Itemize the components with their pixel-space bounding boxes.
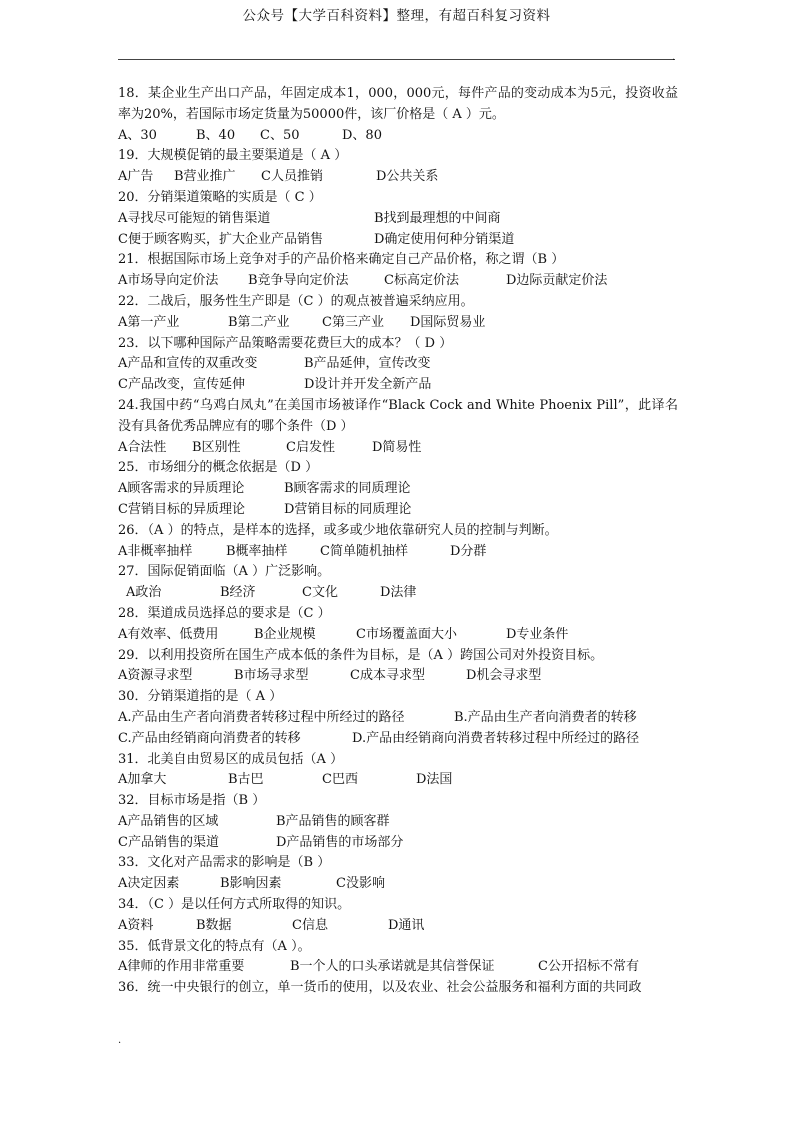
answer-option: C产品销售的渠道 [118, 834, 219, 850]
answer-options [118, 833, 678, 854]
answer-option: D公共关系 [376, 169, 439, 185]
answer-option: C产品改变，宣传延伸 [118, 377, 245, 393]
answer-option: D国际贸易业 [410, 314, 486, 330]
question-text: 21．根据国际市场上竞争对手的产品价格来确定自己产品价格，称之谓（B ） [118, 252, 565, 268]
answer-option: B经济 [220, 585, 256, 601]
answer-option: D分群 [450, 543, 487, 559]
question-text: 28．渠道成员选择总的要求是（C ） [118, 605, 331, 621]
answer-option: C文化 [302, 585, 338, 601]
answer-options [118, 167, 678, 188]
answer-option: B市场寻求型 [234, 668, 309, 684]
answer-option: D边际贡献定价法 [506, 273, 608, 289]
answer-option: C成本寻求型 [350, 668, 425, 684]
answer-option: D法国 [416, 772, 453, 788]
question-text: 34．（C ）是以任何方式所取得的知识。 [118, 897, 351, 913]
answer-option: A政治 [126, 585, 162, 601]
answer-options [118, 438, 678, 459]
answer-option: D确定使用何种分销渠道 [374, 231, 515, 247]
question-text: 31．北美自由贸易区的成员包括（A ） [118, 751, 344, 767]
answer-option: A第一产业 [118, 314, 180, 330]
answer-option: C标高定价法 [384, 273, 459, 289]
answer-options [118, 874, 678, 895]
answer-option: C信息 [292, 917, 328, 933]
answer-option: B古巴 [228, 772, 264, 788]
answer-option: A律师的作用非常重要 [118, 959, 245, 975]
question-text: 25．市场细分的概念依据是（D ） [118, 460, 319, 476]
question-text: 23．以下哪种国际产品策略需要花费巨大的成本？（ D ） [118, 335, 453, 351]
answer-option: C第三产业 [322, 314, 384, 330]
question-text: 19．大规模促销的最主要渠道是（ A ） [118, 148, 348, 164]
answer-option: B营业推广 [174, 169, 236, 185]
answer-options [118, 479, 678, 500]
answer-option: B产品延伸，宣传改变 [304, 356, 431, 372]
answer-option: B区别性 [192, 439, 241, 455]
answer-option: A非概率抽样 [118, 543, 193, 559]
answer-option: B产品销售的顾客群 [276, 813, 390, 829]
answer-options [118, 271, 678, 292]
question-text: 22．二战后，服务性生产即是（C ）的观点被普遍采纳应用。 [118, 293, 474, 309]
answer-option: C启发性 [286, 439, 335, 455]
answer-options [118, 354, 678, 375]
answer-options [118, 666, 678, 687]
answer-options [118, 209, 678, 230]
question-text: 27．国际促销面临（A ）广泛影响。 [118, 564, 331, 580]
answer-option: B影响因素 [220, 876, 282, 892]
answer-option: C巴西 [322, 772, 358, 788]
header-rule [118, 59, 675, 60]
answer-option: A有效率、低费用 [118, 626, 219, 642]
answer-option: A资源寻求型 [118, 668, 193, 684]
answer-options [118, 126, 678, 147]
answer-option: A合法性 [118, 439, 167, 455]
answer-option: D设计并开发全新产品 [304, 377, 432, 393]
answer-option: C、50 [260, 127, 300, 143]
answer-option: D产品销售的市场部分 [276, 834, 404, 850]
question-text: 35．低背景文化的特点有（A ）。 [118, 938, 311, 954]
footer-mark: . [118, 1035, 122, 1046]
question-text: 30．分销渠道指的是（ A ） [118, 689, 283, 705]
answer-option: B顾客需求的同质理论 [284, 481, 411, 497]
answer-options [118, 583, 678, 604]
answer-option: C.产品由经销商向消费者的转移 [118, 730, 301, 746]
answer-option: B第二产业 [228, 314, 290, 330]
answer-options [118, 770, 678, 791]
answer-option: A加拿大 [118, 772, 167, 788]
answer-option: A产品和宣传的双重改变 [118, 356, 258, 372]
header-rule-mark: . [672, 52, 676, 63]
answer-options [118, 625, 678, 646]
question-text: 24.我国中药“乌鸡白凤丸”在美国市场被译作“Black Cock and White Phoenix Pill”，此译名没有具备优秀品牌应有的哪个条件（D ） [118, 397, 678, 434]
answer-option: A资料 [118, 917, 154, 933]
answer-option: A顾客需求的异质理论 [118, 481, 245, 497]
answer-option: B.产品由生产者向消费者的转移 [454, 709, 637, 725]
answer-option: C便于顾客购买，扩大企业产品销售 [118, 231, 323, 247]
question-text: 18．某企业生产出口产品，年固定成本1，000，000元，每件产品的变动成本为5元，投资收益率为20%，若国际市场定货量为50000件，该厂价格是（ A ）元。 [118, 86, 678, 122]
answer-option: C没影响 [336, 876, 385, 892]
answer-options [118, 812, 678, 833]
answer-option: D机会寻求型 [466, 668, 542, 684]
answer-option: A市场导向定价法 [118, 273, 219, 289]
answer-option: A、30 [118, 127, 157, 143]
answer-option: A.产品由生产者向消费者转移过程中所经过的路径 [118, 709, 405, 725]
answer-options [118, 957, 678, 978]
answer-option: B竞争导向定价法 [248, 273, 349, 289]
answer-option: C市场覆盖面大小 [356, 626, 457, 642]
answer-option: B企业规模 [254, 626, 316, 642]
answer-option: D法律 [380, 585, 417, 601]
answer-option: B数据 [196, 917, 232, 933]
answer-option: B、40 [196, 127, 236, 143]
answer-options [118, 542, 678, 563]
question-text: 33．文化对产品需求的影响是（B ） [118, 855, 331, 871]
answer-options [118, 729, 678, 750]
answer-options [118, 708, 678, 729]
answer-option: D简易性 [372, 439, 422, 455]
question-text: 32．目标市场是指（B ） [118, 793, 266, 809]
answer-option: D.产品由经销商向消费者转移过程中所经过的路径 [352, 730, 640, 746]
answer-option: B一个人的口头承诺就是其信誉保证 [290, 959, 495, 975]
answer-option: D通讯 [388, 917, 425, 933]
answer-option: C人员推销 [261, 169, 323, 185]
question-text: 20．分销渠道策略的实质是（ C ） [118, 189, 322, 205]
answer-option: A产品销售的区域 [118, 813, 219, 829]
answer-option: A决定因素 [118, 876, 180, 892]
answer-option: D专业条件 [506, 626, 569, 642]
page-header: 公众号【大学百科资料】整理，有超百科复习资料 [242, 8, 551, 24]
answer-options [118, 230, 678, 251]
question-text: 29．以利用投资所在国生产成本低的条件为目标，是（A ）跨国公司对外投资目标。 [118, 647, 604, 663]
answer-option: A广告 [118, 169, 154, 185]
question-list [118, 84, 678, 999]
answer-option: B找到最理想的中间商 [374, 210, 501, 226]
answer-option: C公开招标不常有 [538, 959, 639, 975]
answer-option: B概率抽样 [226, 543, 288, 559]
answer-options [118, 500, 678, 521]
answer-options [118, 375, 678, 396]
answer-option: D、80 [342, 127, 382, 143]
question-text: 36．统一中央银行的创立，单一货币的使用，以及农业、社会公益服务和福利方面的共同政 [118, 980, 642, 996]
question-text: 26．（A ）的特点，是样本的选择，或多或少地依靠研究人员的控制与判断。 [118, 522, 558, 538]
answer-options [118, 916, 678, 937]
answer-option: C营销目标的异质理论 [118, 501, 245, 517]
answer-option: D营销目标的同质理论 [284, 501, 412, 517]
answer-option: A寻找尽可能短的销售渠道 [118, 210, 271, 226]
answer-option: C简单随机抽样 [320, 543, 408, 559]
answer-options [118, 313, 678, 334]
